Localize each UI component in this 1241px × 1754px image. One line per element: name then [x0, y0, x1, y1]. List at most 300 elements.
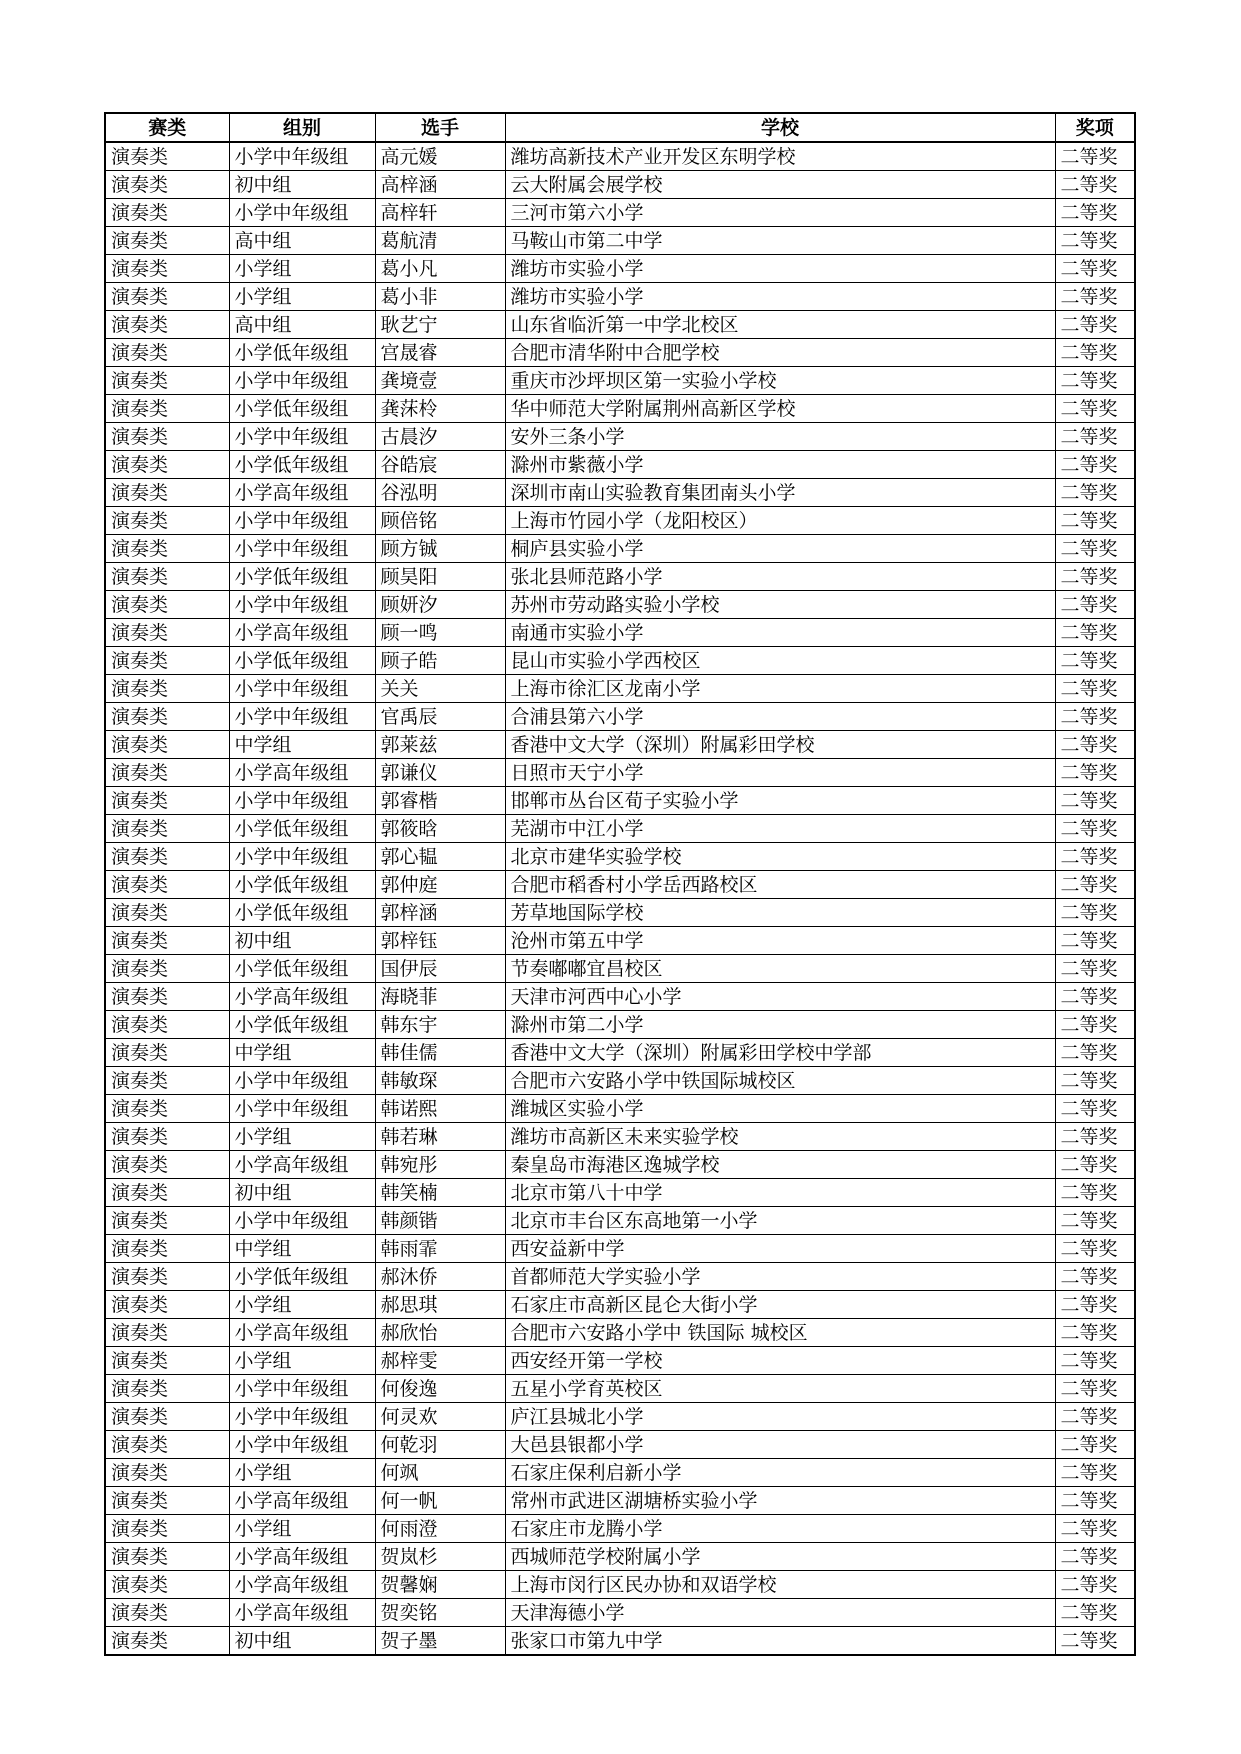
- cell-group: 小学组: [229, 1123, 375, 1151]
- cell-contestant: 郭仲庭: [375, 871, 505, 899]
- cell-category: 演奏类: [105, 367, 229, 395]
- cell-award: 二等奖: [1055, 142, 1135, 171]
- cell-contestant: 何灵欢: [375, 1403, 505, 1431]
- cell-group: 小学低年级组: [229, 395, 375, 423]
- cell-category: 演奏类: [105, 507, 229, 535]
- cell-school: 张北县师范路小学: [505, 563, 1055, 591]
- cell-contestant: 韩宛彤: [375, 1151, 505, 1179]
- cell-contestant: 何俊逸: [375, 1375, 505, 1403]
- cell-contestant: 葛航清: [375, 227, 505, 255]
- table-row: [105, 535, 1135, 563]
- cell-category: 演奏类: [105, 142, 229, 171]
- cell-group: 初中组: [229, 1627, 375, 1656]
- table-row: [105, 703, 1135, 731]
- cell-school: 石家庄市龙腾小学: [505, 1515, 1055, 1543]
- cell-category: 演奏类: [105, 899, 229, 927]
- cell-group: 高中组: [229, 227, 375, 255]
- cell-contestant: 郭筱晗: [375, 815, 505, 843]
- cell-school: 合肥市六安路小学中 铁国际 城校区: [505, 1319, 1055, 1347]
- cell-award: 二等奖: [1055, 1347, 1135, 1375]
- table-row: [105, 955, 1135, 983]
- cell-contestant: 顾一鸣: [375, 619, 505, 647]
- cell-category: 演奏类: [105, 199, 229, 227]
- cell-category: 演奏类: [105, 1375, 229, 1403]
- table-row: [105, 479, 1135, 507]
- cell-category: 演奏类: [105, 591, 229, 619]
- cell-award: 二等奖: [1055, 1263, 1135, 1291]
- cell-group: 小学中年级组: [229, 507, 375, 535]
- cell-award: 二等奖: [1055, 787, 1135, 815]
- cell-group: 小学高年级组: [229, 1487, 375, 1515]
- cell-award: 二等奖: [1055, 311, 1135, 339]
- cell-contestant: 郭梓涵: [375, 899, 505, 927]
- cell-school: 马鞍山市第二中学: [505, 227, 1055, 255]
- cell-contestant: 贺馨娴: [375, 1571, 505, 1599]
- cell-category: 演奏类: [105, 563, 229, 591]
- cell-group: 小学组: [229, 1291, 375, 1319]
- cell-school: 北京市建华实验学校: [505, 843, 1055, 871]
- cell-group: 小学中年级组: [229, 591, 375, 619]
- table-row: [105, 563, 1135, 591]
- cell-school: 常州市武进区湖塘桥实验小学: [505, 1487, 1055, 1515]
- cell-school: 山东省临沂第一中学北校区: [505, 311, 1055, 339]
- cell-contestant: 何雨澄: [375, 1515, 505, 1543]
- cell-award: 二等奖: [1055, 255, 1135, 283]
- cell-group: 小学中年级组: [229, 1207, 375, 1235]
- cell-award: 二等奖: [1055, 227, 1135, 255]
- cell-school: 芳草地国际学校: [505, 899, 1055, 927]
- cell-group: 小学中年级组: [229, 199, 375, 227]
- cell-category: 演奏类: [105, 1235, 229, 1263]
- cell-award: 二等奖: [1055, 563, 1135, 591]
- cell-school: 北京市丰台区东高地第一小学: [505, 1207, 1055, 1235]
- cell-group: 小学低年级组: [229, 1263, 375, 1291]
- cell-award: 二等奖: [1055, 199, 1135, 227]
- cell-school: 潍坊市实验小学: [505, 283, 1055, 311]
- cell-contestant: 关关: [375, 675, 505, 703]
- table-row: [105, 142, 1135, 171]
- cell-category: 演奏类: [105, 1459, 229, 1487]
- cell-contestant: 郭心韫: [375, 843, 505, 871]
- cell-contestant: 郝欣怡: [375, 1319, 505, 1347]
- table-row: [105, 1431, 1135, 1459]
- cell-contestant: 国伊辰: [375, 955, 505, 983]
- cell-school: 桐庐县实验小学: [505, 535, 1055, 563]
- table-row: [105, 815, 1135, 843]
- cell-category: 演奏类: [105, 1599, 229, 1627]
- table-row: [105, 1543, 1135, 1571]
- cell-contestant: 葛小凡: [375, 255, 505, 283]
- cell-category: 演奏类: [105, 395, 229, 423]
- cell-award: 二等奖: [1055, 367, 1135, 395]
- cell-school: 沧州市第五中学: [505, 927, 1055, 955]
- cell-group: 小学中年级组: [229, 675, 375, 703]
- cell-category: 演奏类: [105, 1095, 229, 1123]
- table-row: [105, 647, 1135, 675]
- cell-award: 二等奖: [1055, 283, 1135, 311]
- cell-contestant: 韩雨霏: [375, 1235, 505, 1263]
- table-row: [105, 255, 1135, 283]
- cell-group: 小学低年级组: [229, 815, 375, 843]
- cell-school: 西城师范学校附属小学: [505, 1543, 1055, 1571]
- table-row: [105, 423, 1135, 451]
- cell-award: 二等奖: [1055, 1627, 1135, 1656]
- table-row: [105, 983, 1135, 1011]
- cell-award: 二等奖: [1055, 619, 1135, 647]
- cell-school: 庐江县城北小学: [505, 1403, 1055, 1431]
- cell-category: 演奏类: [105, 1291, 229, 1319]
- table-row: [105, 199, 1135, 227]
- cell-group: 小学组: [229, 1347, 375, 1375]
- cell-contestant: 顾妍汐: [375, 591, 505, 619]
- cell-award: 二等奖: [1055, 1599, 1135, 1627]
- cell-school: 五星小学育英校区: [505, 1375, 1055, 1403]
- cell-school: 潍城区实验小学: [505, 1095, 1055, 1123]
- cell-award: 二等奖: [1055, 647, 1135, 675]
- cell-group: 小学高年级组: [229, 759, 375, 787]
- cell-contestant: 韩佳儒: [375, 1039, 505, 1067]
- cell-group: 初中组: [229, 1179, 375, 1207]
- cell-award: 二等奖: [1055, 479, 1135, 507]
- cell-group: 小学高年级组: [229, 619, 375, 647]
- cell-contestant: 韩东宇: [375, 1011, 505, 1039]
- cell-category: 演奏类: [105, 703, 229, 731]
- table-row: [105, 1291, 1135, 1319]
- cell-contestant: 古晨汐: [375, 423, 505, 451]
- cell-school: 芜湖市中江小学: [505, 815, 1055, 843]
- cell-category: 演奏类: [105, 1403, 229, 1431]
- cell-category: 演奏类: [105, 843, 229, 871]
- cell-group: 中学组: [229, 1039, 375, 1067]
- cell-award: 二等奖: [1055, 955, 1135, 983]
- table-row: [105, 619, 1135, 647]
- cell-award: 二等奖: [1055, 927, 1135, 955]
- cell-category: 演奏类: [105, 255, 229, 283]
- cell-category: 演奏类: [105, 423, 229, 451]
- table-row: [105, 1235, 1135, 1263]
- cell-group: 小学高年级组: [229, 1319, 375, 1347]
- cell-award: 二等奖: [1055, 1515, 1135, 1543]
- cell-school: 苏州市劳动路实验小学校: [505, 591, 1055, 619]
- table-row: [105, 1599, 1135, 1627]
- cell-school: 香港中文大学（深圳）附属彩田学校: [505, 731, 1055, 759]
- cell-award: 二等奖: [1055, 1067, 1135, 1095]
- cell-category: 演奏类: [105, 787, 229, 815]
- header-contestant: 选手: [375, 113, 505, 142]
- cell-school: 昆山市实验小学西校区: [505, 647, 1055, 675]
- cell-award: 二等奖: [1055, 703, 1135, 731]
- table-row: [105, 283, 1135, 311]
- cell-category: 演奏类: [105, 1207, 229, 1235]
- cell-category: 演奏类: [105, 675, 229, 703]
- table-row: [105, 927, 1135, 955]
- cell-school: 日照市天宁小学: [505, 759, 1055, 787]
- cell-category: 演奏类: [105, 311, 229, 339]
- cell-award: 二等奖: [1055, 535, 1135, 563]
- cell-school: 西安益新中学: [505, 1235, 1055, 1263]
- cell-group: 中学组: [229, 731, 375, 759]
- cell-award: 二等奖: [1055, 1235, 1135, 1263]
- header-row: [105, 113, 1135, 142]
- cell-award: 二等奖: [1055, 339, 1135, 367]
- table-header: [105, 113, 1135, 142]
- cell-school: 上海市徐汇区龙南小学: [505, 675, 1055, 703]
- cell-award: 二等奖: [1055, 1207, 1135, 1235]
- cell-group: 小学中年级组: [229, 1375, 375, 1403]
- cell-award: 二等奖: [1055, 843, 1135, 871]
- cell-category: 演奏类: [105, 1067, 229, 1095]
- cell-group: 小学高年级组: [229, 1151, 375, 1179]
- cell-contestant: 韩敏琛: [375, 1067, 505, 1095]
- cell-award: 二等奖: [1055, 675, 1135, 703]
- table-row: [105, 1011, 1135, 1039]
- table-row: [105, 1627, 1135, 1656]
- table-row: [105, 787, 1135, 815]
- cell-category: 演奏类: [105, 1151, 229, 1179]
- cell-school: 西安经开第一学校: [505, 1347, 1055, 1375]
- cell-group: 小学低年级组: [229, 955, 375, 983]
- cell-category: 演奏类: [105, 479, 229, 507]
- header-group: 组别: [229, 113, 375, 142]
- cell-group: 小学高年级组: [229, 479, 375, 507]
- table-row: [105, 1347, 1135, 1375]
- cell-school: 邯郸市丛台区荀子实验小学: [505, 787, 1055, 815]
- cell-group: 小学中年级组: [229, 1431, 375, 1459]
- cell-category: 演奏类: [105, 731, 229, 759]
- cell-award: 二等奖: [1055, 983, 1135, 1011]
- cell-category: 演奏类: [105, 171, 229, 199]
- cell-contestant: 顾方铖: [375, 535, 505, 563]
- cell-contestant: 高梓轩: [375, 199, 505, 227]
- cell-award: 二等奖: [1055, 815, 1135, 843]
- table-row: [105, 591, 1135, 619]
- cell-school: 大邑县银都小学: [505, 1431, 1055, 1459]
- cell-school: 安外三条小学: [505, 423, 1055, 451]
- cell-contestant: 顾倍铭: [375, 507, 505, 535]
- cell-category: 演奏类: [105, 1263, 229, 1291]
- table-row: [105, 311, 1135, 339]
- cell-contestant: 高元媛: [375, 142, 505, 171]
- cell-group: 小学低年级组: [229, 451, 375, 479]
- cell-category: 演奏类: [105, 1123, 229, 1151]
- cell-group: 小学高年级组: [229, 1543, 375, 1571]
- cell-category: 演奏类: [105, 1431, 229, 1459]
- table-row: [105, 367, 1135, 395]
- table-row: [105, 171, 1135, 199]
- cell-award: 二等奖: [1055, 1403, 1135, 1431]
- cell-group: 小学中年级组: [229, 843, 375, 871]
- cell-award: 二等奖: [1055, 1039, 1135, 1067]
- cell-category: 演奏类: [105, 1319, 229, 1347]
- cell-contestant: 何一帆: [375, 1487, 505, 1515]
- cell-award: 二等奖: [1055, 423, 1135, 451]
- header-award: 奖项: [1055, 113, 1135, 142]
- cell-contestant: 官禹辰: [375, 703, 505, 731]
- cell-category: 演奏类: [105, 1515, 229, 1543]
- cell-school: 石家庄市高新区昆仑大街小学: [505, 1291, 1055, 1319]
- cell-award: 二等奖: [1055, 1179, 1135, 1207]
- cell-group: 小学低年级组: [229, 339, 375, 367]
- table-row: [105, 899, 1135, 927]
- table-row: [105, 1095, 1135, 1123]
- cell-school: 石家庄保利启新小学: [505, 1459, 1055, 1487]
- cell-award: 二等奖: [1055, 395, 1135, 423]
- cell-group: 小学中年级组: [229, 1095, 375, 1123]
- cell-category: 演奏类: [105, 1543, 229, 1571]
- cell-school: 合浦县第六小学: [505, 703, 1055, 731]
- cell-group: 小学中年级组: [229, 142, 375, 171]
- cell-contestant: 韩诺熙: [375, 1095, 505, 1123]
- cell-group: 小学低年级组: [229, 647, 375, 675]
- cell-group: 小学低年级组: [229, 899, 375, 927]
- cell-group: 小学中年级组: [229, 423, 375, 451]
- cell-category: 演奏类: [105, 871, 229, 899]
- cell-contestant: 韩颜锴: [375, 1207, 505, 1235]
- cell-contestant: 海晓菲: [375, 983, 505, 1011]
- cell-contestant: 顾子皓: [375, 647, 505, 675]
- cell-school: 合肥市稻香村小学岳西路校区: [505, 871, 1055, 899]
- cell-award: 二等奖: [1055, 1431, 1135, 1459]
- cell-award: 二等奖: [1055, 1011, 1135, 1039]
- cell-group: 初中组: [229, 927, 375, 955]
- cell-contestant: 郭莱兹: [375, 731, 505, 759]
- cell-contestant: 宫晟睿: [375, 339, 505, 367]
- table-row: [105, 675, 1135, 703]
- table-row: [105, 1403, 1135, 1431]
- table-row: [105, 451, 1135, 479]
- cell-award: 二等奖: [1055, 507, 1135, 535]
- cell-contestant: 贺岚杉: [375, 1543, 505, 1571]
- table-row: [105, 1207, 1135, 1235]
- results-table: [104, 112, 1136, 1656]
- cell-group: 小学高年级组: [229, 983, 375, 1011]
- table-row: [105, 1263, 1135, 1291]
- cell-contestant: 谷泓明: [375, 479, 505, 507]
- cell-group: 小学组: [229, 1459, 375, 1487]
- cell-school: 香港中文大学（深圳）附属彩田学校中学部: [505, 1039, 1055, 1067]
- cell-school: 滁州市紫薇小学: [505, 451, 1055, 479]
- cell-category: 演奏类: [105, 451, 229, 479]
- cell-category: 演奏类: [105, 927, 229, 955]
- cell-group: 小学中年级组: [229, 367, 375, 395]
- cell-category: 演奏类: [105, 619, 229, 647]
- cell-contestant: 龚境壹: [375, 367, 505, 395]
- table-row: [105, 227, 1135, 255]
- cell-school: 云大附属会展学校: [505, 171, 1055, 199]
- cell-category: 演奏类: [105, 1039, 229, 1067]
- table-row: [105, 1459, 1135, 1487]
- cell-contestant: 贺子墨: [375, 1627, 505, 1656]
- table-row: [105, 1515, 1135, 1543]
- cell-school: 潍坊高新技术产业开发区东明学校: [505, 142, 1055, 171]
- cell-category: 演奏类: [105, 647, 229, 675]
- cell-category: 演奏类: [105, 1571, 229, 1599]
- cell-school: 天津海德小学: [505, 1599, 1055, 1627]
- header-category: 赛类: [105, 113, 229, 142]
- cell-award: 二等奖: [1055, 1095, 1135, 1123]
- cell-school: 合肥市清华附中合肥学校: [505, 339, 1055, 367]
- table-row: [105, 1571, 1135, 1599]
- cell-contestant: 郝沐侨: [375, 1263, 505, 1291]
- cell-contestant: 郭谦仪: [375, 759, 505, 787]
- cell-group: 小学中年级组: [229, 535, 375, 563]
- table-row: [105, 1151, 1135, 1179]
- cell-group: 小学低年级组: [229, 1011, 375, 1039]
- cell-award: 二等奖: [1055, 591, 1135, 619]
- cell-contestant: 郭睿楷: [375, 787, 505, 815]
- cell-category: 演奏类: [105, 955, 229, 983]
- cell-group: 小学高年级组: [229, 1599, 375, 1627]
- cell-contestant: 何乾羽: [375, 1431, 505, 1459]
- cell-school: 首都师范大学实验小学: [505, 1263, 1055, 1291]
- cell-group: 小学中年级组: [229, 703, 375, 731]
- cell-category: 演奏类: [105, 1627, 229, 1656]
- table-row: [105, 731, 1135, 759]
- table-body: [105, 142, 1135, 1655]
- cell-award: 二等奖: [1055, 899, 1135, 927]
- table-row: [105, 395, 1135, 423]
- cell-category: 演奏类: [105, 1347, 229, 1375]
- cell-category: 演奏类: [105, 1179, 229, 1207]
- cell-school: 合肥市六安路小学中铁国际城校区: [505, 1067, 1055, 1095]
- cell-award: 二等奖: [1055, 1151, 1135, 1179]
- cell-award: 二等奖: [1055, 871, 1135, 899]
- cell-school: 上海市竹园小学（龙阳校区）: [505, 507, 1055, 535]
- cell-category: 演奏类: [105, 1487, 229, 1515]
- cell-school: 华中师范大学附属荆州高新区学校: [505, 395, 1055, 423]
- cell-school: 三河市第六小学: [505, 199, 1055, 227]
- cell-category: 演奏类: [105, 339, 229, 367]
- cell-category: 演奏类: [105, 535, 229, 563]
- cell-award: 二等奖: [1055, 1487, 1135, 1515]
- cell-contestant: 葛小非: [375, 283, 505, 311]
- cell-award: 二等奖: [1055, 171, 1135, 199]
- cell-contestant: 韩若琳: [375, 1123, 505, 1151]
- cell-group: 中学组: [229, 1235, 375, 1263]
- cell-school: 张家口市第九中学: [505, 1627, 1055, 1656]
- cell-award: 二等奖: [1055, 1459, 1135, 1487]
- cell-school: 潍坊市高新区未来实验学校: [505, 1123, 1055, 1151]
- cell-category: 演奏类: [105, 759, 229, 787]
- cell-category: 演奏类: [105, 815, 229, 843]
- cell-award: 二等奖: [1055, 1571, 1135, 1599]
- cell-contestant: 谷皓宸: [375, 451, 505, 479]
- cell-school: 重庆市沙坪坝区第一实验小学校: [505, 367, 1055, 395]
- table-row: [105, 1123, 1135, 1151]
- cell-contestant: 高梓涵: [375, 171, 505, 199]
- cell-group: 高中组: [229, 311, 375, 339]
- cell-award: 二等奖: [1055, 1543, 1135, 1571]
- cell-award: 二等奖: [1055, 451, 1135, 479]
- table-row: [105, 1487, 1135, 1515]
- cell-group: 小学中年级组: [229, 787, 375, 815]
- table-row: [105, 759, 1135, 787]
- cell-school: 上海市闵行区民办协和双语学校: [505, 1571, 1055, 1599]
- cell-school: 天津市河西中心小学: [505, 983, 1055, 1011]
- cell-contestant: 贺奕铭: [375, 1599, 505, 1627]
- cell-category: 演奏类: [105, 1011, 229, 1039]
- cell-group: 小学低年级组: [229, 871, 375, 899]
- cell-contestant: 耿艺宁: [375, 311, 505, 339]
- cell-group: 小学中年级组: [229, 1067, 375, 1095]
- cell-award: 二等奖: [1055, 731, 1135, 759]
- cell-school: 北京市第八十中学: [505, 1179, 1055, 1207]
- table-row: [105, 843, 1135, 871]
- cell-contestant: 龚莯柃: [375, 395, 505, 423]
- cell-contestant: 韩笑楠: [375, 1179, 505, 1207]
- cell-group: 小学中年级组: [229, 1403, 375, 1431]
- cell-group: 小学组: [229, 255, 375, 283]
